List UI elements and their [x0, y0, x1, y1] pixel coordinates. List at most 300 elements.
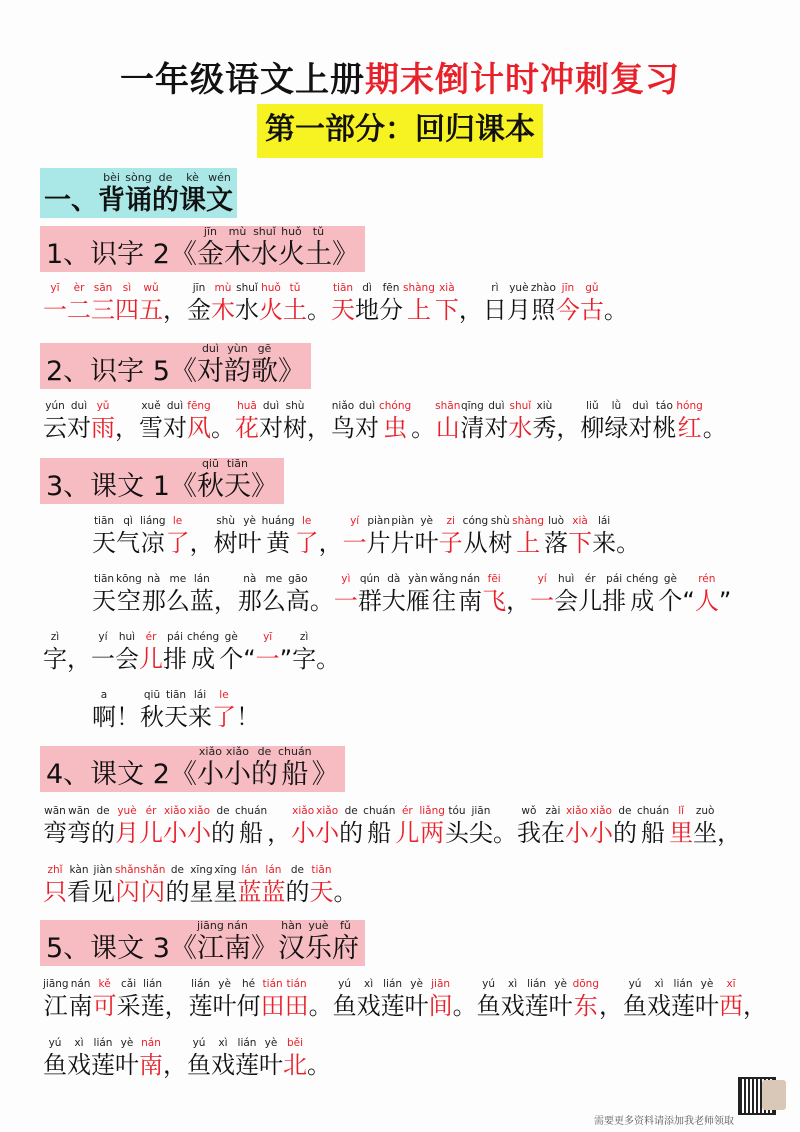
pinyin: jiāng: [43, 978, 69, 990]
character: [305, 225, 332, 272]
pinyin: yè: [554, 978, 567, 990]
lesson-heading-3: [40, 458, 284, 504]
pinyin: yú: [48, 1037, 62, 1049]
pinyin: huì: [558, 573, 575, 585]
pinyin: gē: [257, 342, 272, 355]
pinyin: jīn: [192, 282, 206, 294]
hanzi: 么: [165, 587, 190, 615]
highlighted-character: [482, 573, 506, 616]
hanzi: 子: [438, 529, 463, 557]
hanzi: “: [682, 587, 695, 615]
hanzi: 四: [115, 296, 139, 324]
pinyin: nán: [70, 978, 91, 990]
pinyin: a: [100, 689, 108, 701]
character: [251, 457, 278, 504]
character: [332, 225, 359, 272]
pinyin: jīn: [561, 282, 575, 294]
character: [652, 400, 676, 443]
hanzi: 上: [516, 529, 541, 557]
pinyin: mù: [214, 282, 232, 294]
highlighted-character: [435, 282, 459, 325]
pinyin: de: [618, 805, 632, 817]
hanzi: 清: [460, 414, 485, 442]
hanzi: 在: [540, 819, 565, 847]
character: [46, 342, 197, 389]
character: [647, 978, 671, 1021]
hanzi: ，: [67, 645, 91, 673]
hanzi: 儿: [578, 587, 603, 615]
highlighted-character: [237, 864, 261, 907]
hanzi: 里: [669, 819, 694, 847]
pinyin: xì: [654, 978, 664, 990]
character: [91, 1037, 115, 1080]
hanzi: 南: [68, 992, 93, 1020]
character: [164, 689, 188, 732]
pinyin: tián: [286, 978, 307, 990]
pinyin: yè: [420, 515, 434, 527]
hanzi: 只: [43, 878, 67, 906]
pinyin: shù: [490, 515, 510, 527]
pinyin: huǒ: [261, 282, 281, 294]
hanzi: 天: [309, 878, 334, 906]
hanzi: ，: [189, 529, 214, 557]
hanzi: 田: [284, 992, 309, 1020]
character: [262, 573, 286, 616]
hanzi: 见: [91, 878, 115, 906]
hanzi: 火: [277, 239, 305, 270]
hanzi: 采: [116, 992, 141, 1020]
hanzi: 2、识字 5《: [46, 356, 197, 387]
hanzi: 照: [531, 296, 556, 324]
pinyin: dōng: [572, 978, 600, 990]
character: [206, 171, 233, 218]
hanzi: 星: [213, 878, 238, 906]
character: [616, 515, 640, 558]
pinyin: lǐ: [678, 805, 685, 817]
highlighted-character: [283, 282, 307, 325]
hanzi: 月: [506, 296, 531, 324]
character: [251, 225, 278, 272]
highlighted-character: [435, 400, 460, 443]
pinyin: ér: [401, 805, 413, 817]
pinyin: chéng: [626, 573, 659, 585]
highlighted-character: [429, 978, 453, 1021]
character: [517, 805, 541, 848]
highlighted-character: [115, 805, 139, 848]
character: [211, 805, 235, 848]
pinyin: yuè: [509, 282, 529, 294]
hanzi: 来: [188, 703, 212, 731]
hanzi: 》: [250, 933, 278, 964]
character: [219, 631, 243, 674]
highlighted-character: [43, 282, 67, 325]
hanzi: 成: [191, 645, 216, 673]
character: [332, 919, 359, 966]
hanzi: ”: [279, 645, 293, 673]
character: [310, 573, 334, 616]
highlighted-character: [163, 805, 187, 848]
hanzi: 叶: [212, 992, 237, 1020]
character: [717, 805, 741, 848]
hanzi: 五: [139, 296, 163, 324]
character: [141, 978, 165, 1021]
character: [549, 978, 573, 1021]
hanzi: 何: [236, 992, 261, 1020]
character: [531, 282, 556, 325]
pinyin: cǎi: [121, 978, 137, 990]
hanzi: 雪: [139, 414, 163, 442]
character: [197, 919, 224, 966]
character: [139, 400, 163, 443]
pinyin: liǎng: [419, 805, 445, 817]
character: [237, 978, 261, 1021]
hanzi: 莲: [188, 992, 213, 1020]
hanzi: 坐: [693, 819, 718, 847]
highlighted-character: [93, 978, 117, 1021]
character: [235, 1037, 259, 1080]
hanzi: 。: [211, 414, 235, 442]
character: [163, 400, 187, 443]
character: [43, 1037, 67, 1080]
pinyin: tiān: [93, 573, 115, 585]
hanzi: 一: [530, 587, 555, 615]
character: [262, 515, 295, 558]
hanzi: 蓝: [237, 878, 262, 906]
highlighted-character: [568, 515, 592, 558]
hanzi: 3、课文 1《: [46, 471, 197, 502]
highlighted-character: [419, 805, 445, 848]
character: [197, 225, 224, 272]
hanzi: 。: [492, 819, 517, 847]
subtitle-wrap: [0, 104, 800, 158]
character: [613, 805, 637, 848]
pinyin: qīng: [460, 400, 484, 412]
hanzi: 两: [420, 819, 445, 847]
highlighted-character: [580, 282, 604, 325]
pinyin: yuè: [308, 919, 329, 932]
pinyin: lián: [143, 978, 163, 990]
pinyin: gè: [224, 631, 238, 643]
pinyin: tián: [262, 978, 283, 990]
pinyin: yī: [263, 631, 273, 643]
hanzi: 排: [602, 587, 627, 615]
highlighted-character: [334, 573, 358, 616]
pinyin: huáng: [261, 515, 295, 527]
hanzi: 的: [250, 759, 278, 790]
hanzi: 东: [573, 992, 598, 1020]
hanzi: 对: [484, 414, 509, 442]
hanzi: 二: [67, 296, 91, 324]
hanzi: 空: [116, 587, 141, 615]
hanzi: 戏: [67, 1051, 91, 1079]
hanzi: 小: [564, 819, 589, 847]
hanzi: 下: [434, 296, 459, 324]
character: [307, 1037, 331, 1080]
hanzi: 土: [283, 296, 307, 324]
hanzi: 柳: [580, 414, 605, 442]
character: [604, 282, 628, 325]
hanzi: 戏: [647, 992, 672, 1020]
pinyin: yī: [50, 282, 60, 294]
hanzi: 水: [508, 414, 533, 442]
pinyin: tiān: [226, 457, 248, 470]
pinyin: de: [96, 805, 110, 817]
hanzi: ”: [718, 587, 732, 615]
hanzi: 往: [432, 587, 456, 615]
pinyin: de: [257, 745, 272, 758]
part-subtitle: 第一部分：回归课本: [257, 104, 543, 158]
hanzi: 日: [482, 296, 507, 324]
pinyin: zì: [299, 631, 309, 643]
text-line: [43, 978, 767, 1021]
character: [602, 573, 626, 616]
pinyin: qiū: [143, 689, 161, 701]
lesson-heading-4: [40, 746, 345, 792]
pinyin: huǒ: [281, 225, 302, 238]
character: [92, 573, 116, 616]
hanzi: 。: [316, 645, 341, 673]
hanzi: 月: [115, 819, 139, 847]
character: [46, 745, 197, 792]
hanzi: 雁: [405, 587, 430, 615]
pinyin: rén: [698, 573, 716, 585]
hanzi: 小: [187, 819, 211, 847]
pinyin: xī: [726, 978, 736, 990]
pinyin: shān: [435, 400, 461, 412]
hanzi: 星: [189, 878, 214, 906]
hanzi: 秀: [532, 414, 557, 442]
character: [305, 919, 332, 966]
pinyin: shǎn: [140, 864, 166, 876]
highlighted-character: [187, 805, 211, 848]
character: [165, 864, 189, 907]
hanzi: ，: [163, 1051, 187, 1079]
character: [251, 342, 278, 389]
character: [430, 573, 458, 616]
hanzi: 大: [381, 587, 406, 615]
pinyin: yú: [482, 978, 496, 990]
hanzi: ，: [743, 992, 768, 1020]
hanzi: 南: [139, 1051, 163, 1079]
pinyin: yè: [243, 515, 256, 527]
pinyin: luò: [548, 515, 565, 527]
character: [671, 978, 695, 1021]
character: [623, 978, 647, 1021]
highlighted-character: [166, 515, 190, 558]
hanzi: 一: [43, 296, 67, 324]
hanzi: 从: [463, 529, 488, 557]
pinyin: ér: [145, 631, 157, 643]
pinyin: xiǎo: [316, 805, 339, 817]
hanzi: 蓝: [189, 587, 214, 615]
pinyin: shù: [216, 515, 235, 527]
pinyin: wǔ: [143, 282, 159, 294]
hanzi: 花: [235, 414, 259, 442]
character: [43, 400, 67, 443]
character: [355, 400, 379, 443]
hanzi: 对: [67, 414, 91, 442]
character: [115, 1037, 139, 1080]
character: [213, 978, 237, 1021]
character: [355, 282, 379, 325]
character: [259, 400, 283, 443]
hanzi: 鱼: [187, 1051, 211, 1079]
pinyin: lián: [237, 1037, 257, 1049]
character: [179, 171, 206, 218]
hanzi: 府: [331, 933, 359, 964]
pinyin: yè: [700, 978, 714, 990]
hanzi: ！: [116, 703, 140, 731]
hanzi: 》: [250, 471, 278, 502]
character: [166, 573, 190, 616]
hanzi: 落: [544, 529, 569, 557]
pinyin: de: [290, 864, 304, 876]
character: [283, 400, 307, 443]
hanzi: 雨: [91, 414, 115, 442]
character: [163, 282, 187, 325]
character: [125, 171, 152, 218]
highlighted-character: [589, 805, 613, 848]
pinyin: duì: [358, 400, 376, 412]
hanzi: 戏: [211, 1051, 235, 1079]
character: [578, 573, 602, 616]
hanzi: 诵: [125, 185, 152, 216]
highlighted-character: [530, 573, 554, 616]
hanzi: “: [243, 645, 256, 673]
hanzi: 戏: [356, 992, 381, 1020]
pinyin: fēi: [487, 573, 501, 585]
hanzi: ，: [318, 529, 343, 557]
pinyin: yí: [98, 631, 108, 643]
lesson-heading-5: [40, 920, 365, 966]
pinyin: de: [170, 864, 184, 876]
character: [190, 573, 214, 616]
character: [580, 400, 604, 443]
character: [67, 631, 91, 674]
hanzi: 对: [163, 414, 187, 442]
character: [251, 745, 278, 792]
hanzi: 片: [390, 529, 415, 557]
hanzi: 凉: [140, 529, 165, 557]
pinyin: tiān: [93, 515, 115, 527]
character: [333, 864, 357, 907]
character: [544, 515, 568, 558]
lesson-heading-2: [40, 343, 311, 389]
highlighted-character: [403, 282, 435, 325]
character: [458, 573, 482, 616]
character: [532, 400, 556, 443]
character: [743, 978, 767, 1021]
highlighted-character: [343, 515, 367, 558]
character: [391, 515, 415, 558]
pinyin: qiū: [201, 457, 219, 470]
pinyin: kōng: [116, 573, 142, 585]
pinyin: bèi: [103, 171, 120, 184]
hanzi: ，: [163, 296, 187, 324]
pinyin: fēng: [187, 400, 211, 412]
hanzi: 天: [92, 529, 116, 557]
highlighted-character: [315, 805, 339, 848]
pinyin: xiǎo: [164, 805, 186, 817]
pinyin: tiān: [165, 689, 187, 701]
pinyin: hé: [242, 978, 256, 990]
hanzi: 汉: [277, 933, 305, 964]
character: [67, 1037, 91, 1080]
hanzi: 儿: [395, 819, 420, 847]
character: [382, 573, 406, 616]
character: [187, 1037, 211, 1080]
hanzi: 闪: [115, 878, 140, 906]
pinyin: duì: [201, 342, 219, 355]
hanzi: 飞: [482, 587, 507, 615]
hanzi: 木: [223, 239, 251, 270]
character: [682, 573, 694, 616]
hanzi: 叶: [115, 1051, 139, 1079]
character: [599, 978, 623, 1021]
hanzi: 一: [342, 529, 367, 557]
character: [525, 978, 549, 1021]
character: [152, 171, 179, 218]
hanzi: 古: [579, 296, 604, 324]
highlighted-character: [187, 400, 211, 443]
pinyin: niǎo: [331, 400, 355, 412]
highlighted-character: [115, 282, 139, 325]
pinyin: huā: [237, 400, 257, 412]
hanzi: 蓝: [261, 878, 286, 906]
character: [463, 515, 489, 558]
hanzi: 成: [630, 587, 655, 615]
hanzi: 个: [219, 645, 244, 673]
pinyin: dì: [362, 282, 372, 294]
footer-note: 需要更多资料请添加我老师领取: [594, 1116, 734, 1127]
pinyin: jiāng: [197, 919, 224, 932]
character: [658, 573, 682, 616]
hanzi: 群: [357, 587, 382, 615]
pinyin: huì: [118, 631, 136, 643]
pinyin: lián: [527, 978, 547, 990]
pinyin: wān: [44, 805, 66, 817]
hanzi: ，: [115, 414, 139, 442]
pinyin: xì: [364, 978, 374, 990]
pinyin: kàn: [69, 864, 89, 876]
pinyin: me: [169, 573, 187, 585]
pinyin: yè: [264, 1037, 278, 1049]
character: [189, 978, 213, 1021]
highlighted-character: [261, 864, 285, 907]
hanzi: 看: [67, 878, 91, 906]
hanzi: 天: [92, 587, 116, 615]
character: [190, 515, 214, 558]
hanzi: 虫: [383, 414, 408, 442]
page-title: [0, 52, 800, 101]
character: [197, 457, 224, 504]
hanzi: 船: [239, 819, 264, 847]
character: [493, 805, 517, 848]
character: [46, 225, 197, 272]
hanzi: 气: [116, 529, 140, 557]
character: [213, 864, 237, 907]
character: [43, 978, 69, 1021]
character: [592, 515, 616, 558]
pinyin: xiǎo: [589, 805, 612, 817]
character: [69, 978, 93, 1021]
character: [43, 805, 67, 848]
text-line: [92, 515, 640, 558]
pinyin: shù: [285, 400, 305, 412]
pinyin: sì: [122, 282, 132, 294]
character: [163, 631, 187, 674]
pinyin: lián: [383, 978, 403, 990]
